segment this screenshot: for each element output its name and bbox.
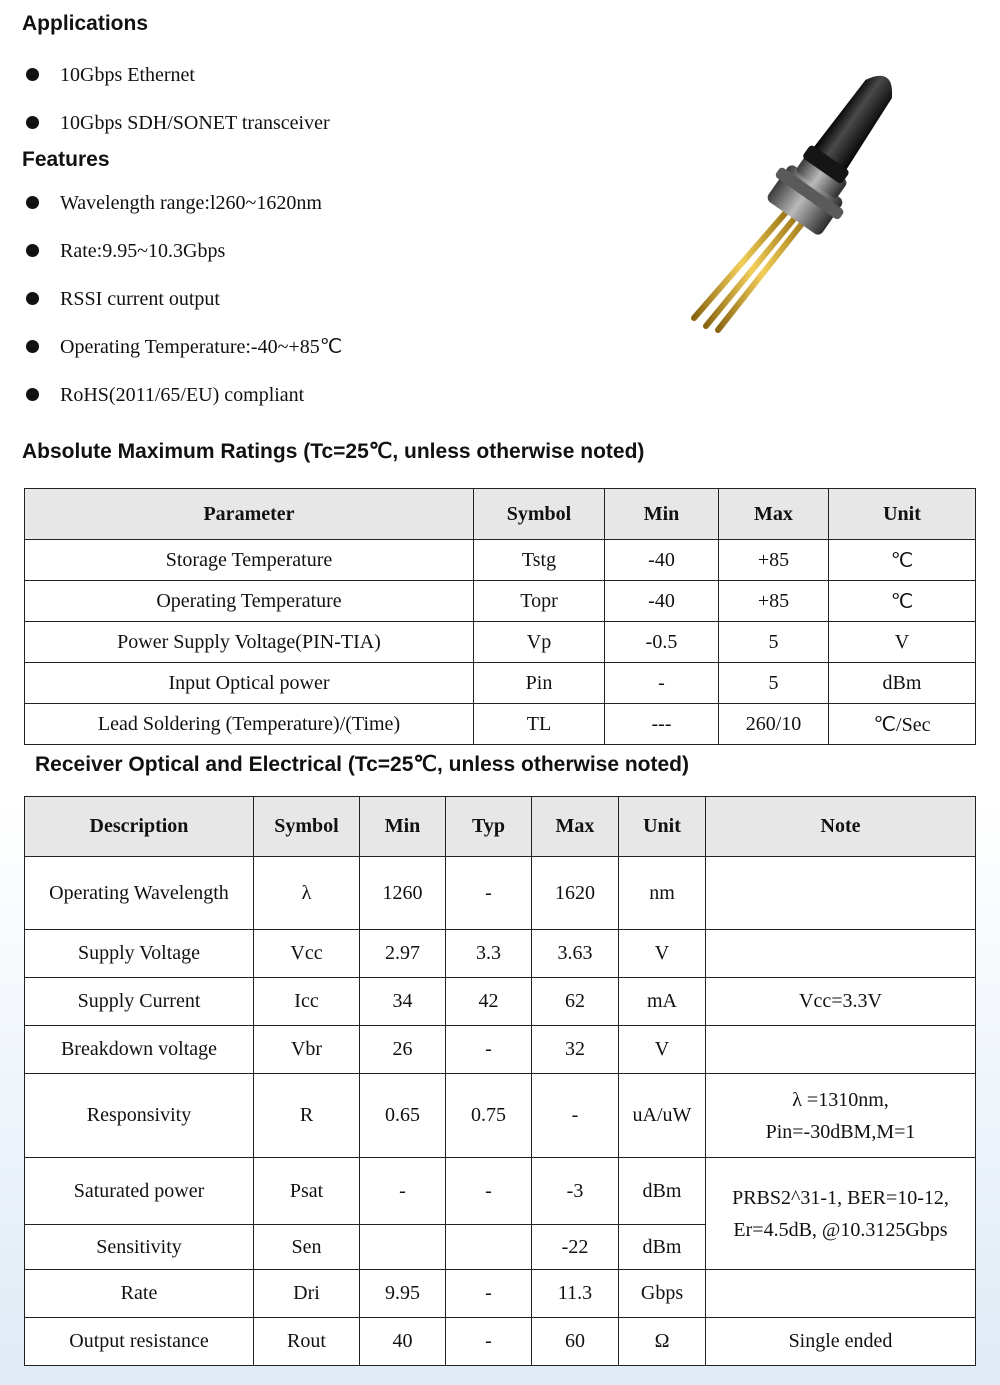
table-cell: 11.3: [532, 1270, 619, 1318]
table-cell: [446, 1225, 532, 1270]
list-item: [22, 240, 342, 288]
table-header-row: [25, 489, 976, 540]
note-line: Er=4.5dB, @10.3125Gbps: [733, 1218, 948, 1241]
table-cell: 3.3: [446, 930, 532, 978]
table-cell: 42: [446, 978, 532, 1026]
table-cell: -: [446, 1026, 532, 1074]
table-row: [25, 1270, 976, 1318]
table-cell: 40: [360, 1318, 446, 1366]
table-cell: [360, 1225, 446, 1270]
table-row: [25, 857, 976, 930]
table-cell: 9.95: [360, 1270, 446, 1318]
list-item-text: Operating Temperature:-40~+85℃: [60, 336, 343, 358]
list-item-text: Rate:9.95~10.3Gbps: [60, 240, 226, 262]
receiver-table: [24, 796, 976, 1366]
table-cell: Input Optical power: [25, 663, 474, 704]
table-cell: Breakdown voltage: [25, 1026, 254, 1074]
table-cell: +85: [719, 581, 829, 622]
table-cell: -22: [532, 1225, 619, 1270]
table-cell: 3.63: [532, 930, 619, 978]
table-cell: Pin: [474, 663, 605, 704]
note-line: PRBS2^31-1, BER=10-12,: [732, 1186, 949, 1209]
list-item-text: RSSI current output: [60, 288, 220, 310]
table-cell: Operating Wavelength: [25, 857, 254, 930]
table-cell: -: [446, 1318, 532, 1366]
table-cell: Icc: [254, 978, 360, 1026]
features-heading: Features: [22, 148, 110, 171]
table-cell: R: [254, 1074, 360, 1158]
table-cell: 1620: [532, 857, 619, 930]
column-header: Symbol: [474, 489, 605, 540]
table-cell: TL: [474, 704, 605, 745]
list-item: [22, 288, 342, 336]
table-cell: λ: [254, 857, 360, 930]
column-header: Max: [532, 797, 619, 857]
table-cell: Topr: [474, 581, 605, 622]
table-cell: 5: [719, 622, 829, 663]
table-cell: Storage Temperature: [25, 540, 474, 581]
table-cell: Responsivity: [25, 1074, 254, 1158]
table-cell: -: [605, 663, 719, 704]
table-header-row: [25, 797, 976, 857]
column-header: Min: [605, 489, 719, 540]
table-cell: 5: [719, 663, 829, 704]
list-item-text: Wavelength range:l260~1620nm: [60, 192, 322, 214]
table-cell: V: [619, 930, 706, 978]
column-header: Min: [360, 797, 446, 857]
table-cell: ---: [605, 704, 719, 745]
table-cell: uA/uW: [619, 1074, 706, 1158]
table-row: [25, 1074, 976, 1158]
table-cell: -40: [605, 540, 719, 581]
table-cell: 1260: [360, 857, 446, 930]
table-cell: [706, 1026, 976, 1074]
column-header: Max: [719, 489, 829, 540]
applications-list: [22, 64, 330, 160]
list-item: [22, 384, 342, 432]
table-cell: -: [360, 1158, 446, 1225]
table-cell: -3: [532, 1158, 619, 1225]
table-cell: [706, 1158, 976, 1270]
abs-max-heading: Absolute Maximum Ratings (Tc=25℃, unless otherwise noted): [22, 440, 645, 463]
table-cell: Vcc: [254, 930, 360, 978]
table-cell: Rate: [25, 1270, 254, 1318]
table-cell: [706, 1074, 976, 1158]
table-cell: Power Supply Voltage(PIN-TIA): [25, 622, 474, 663]
table-cell: -: [446, 1158, 532, 1225]
table-cell: 26: [360, 1026, 446, 1074]
table-cell: Saturated power: [25, 1158, 254, 1225]
bullet-icon: [26, 340, 39, 353]
table-cell: ℃: [829, 540, 976, 581]
column-header: Unit: [619, 797, 706, 857]
column-header: Note: [706, 797, 976, 857]
table-row: [25, 581, 976, 622]
table-cell: 0.75: [446, 1074, 532, 1158]
table-cell: ℃: [829, 581, 976, 622]
table-cell: Dri: [254, 1270, 360, 1318]
table-cell: ℃/Sec: [829, 704, 976, 745]
table-cell: [706, 857, 976, 930]
list-item: [22, 192, 342, 240]
table-cell: Gbps: [619, 1270, 706, 1318]
table-cell: Psat: [254, 1158, 360, 1225]
table-cell: Operating Temperature: [25, 581, 474, 622]
table-cell: Supply Voltage: [25, 930, 254, 978]
list-item-text: 10Gbps SDH/SONET transceiver: [60, 112, 330, 134]
table-row: [25, 663, 976, 704]
list-item-text: 10Gbps Ethernet: [60, 64, 195, 86]
table-cell: Supply Current: [25, 978, 254, 1026]
table-cell: V: [619, 1026, 706, 1074]
table-cell: 260/10: [719, 704, 829, 745]
table-cell: dBm: [829, 663, 976, 704]
column-header: Parameter: [25, 489, 474, 540]
applications-heading: Applications: [22, 12, 149, 35]
table-cell: +85: [719, 540, 829, 581]
table-row: [25, 540, 976, 581]
table-cell: mA: [619, 978, 706, 1026]
note-line: λ =1310nm,: [792, 1088, 889, 1111]
table-cell: Sensitivity: [25, 1225, 254, 1270]
table-cell: Sen: [254, 1225, 360, 1270]
table-cell: Tstg: [474, 540, 605, 581]
table-cell: 60: [532, 1318, 619, 1366]
bullet-icon: [26, 116, 39, 129]
column-header: Typ: [446, 797, 532, 857]
table-cell: Rout: [254, 1318, 360, 1366]
table-cell: -0.5: [605, 622, 719, 663]
abs-max-table: [24, 488, 976, 745]
receiver-heading: Receiver Optical and Electrical (Tc=25℃, unless otherwise noted): [35, 753, 690, 776]
table-cell: Lead Soldering (Temperature)/(Time): [25, 704, 474, 745]
bullet-icon: [26, 388, 39, 401]
bullet-icon: [26, 68, 39, 81]
table-cell: 62: [532, 978, 619, 1026]
table-row: [25, 1026, 976, 1074]
table-row: [25, 704, 976, 745]
table-cell: [706, 1270, 976, 1318]
table-row: [25, 1158, 976, 1225]
table-cell: nm: [619, 857, 706, 930]
bullet-icon: [26, 244, 39, 257]
table-row: [25, 930, 976, 978]
table-cell: Vbr: [254, 1026, 360, 1074]
table-row: [25, 622, 976, 663]
table-cell: -: [532, 1074, 619, 1158]
features-list: [22, 192, 342, 432]
table-cell: dBm: [619, 1158, 706, 1225]
note-line: Pin=-30dBM,M=1: [765, 1120, 916, 1143]
table-cell: 32: [532, 1026, 619, 1074]
table-row: [25, 1318, 976, 1366]
table-cell: 0.65: [360, 1074, 446, 1158]
table-cell: Ω: [619, 1318, 706, 1366]
table-cell: Vp: [474, 622, 605, 663]
table-cell: V: [829, 622, 976, 663]
table-row: [25, 978, 976, 1026]
table-cell: Single ended: [706, 1318, 976, 1366]
table-cell: Output resistance: [25, 1318, 254, 1366]
table-cell: [706, 930, 976, 978]
table-cell: 34: [360, 978, 446, 1026]
table-cell: -40: [605, 581, 719, 622]
column-header: Symbol: [254, 797, 360, 857]
column-header: Unit: [829, 489, 976, 540]
product-photo: [680, 60, 930, 345]
list-item-text: RoHS(2011/65/EU) compliant: [60, 384, 305, 406]
table-cell: -: [446, 857, 532, 930]
bullet-icon: [26, 196, 39, 209]
table-cell: dBm: [619, 1225, 706, 1270]
column-header: Description: [25, 797, 254, 857]
bullet-icon: [26, 292, 39, 305]
list-item: [22, 64, 330, 112]
list-item: [22, 336, 342, 384]
table-cell: 2.97: [360, 930, 446, 978]
table-cell: -: [446, 1270, 532, 1318]
table-cell: Vcc=3.3V: [706, 978, 976, 1026]
